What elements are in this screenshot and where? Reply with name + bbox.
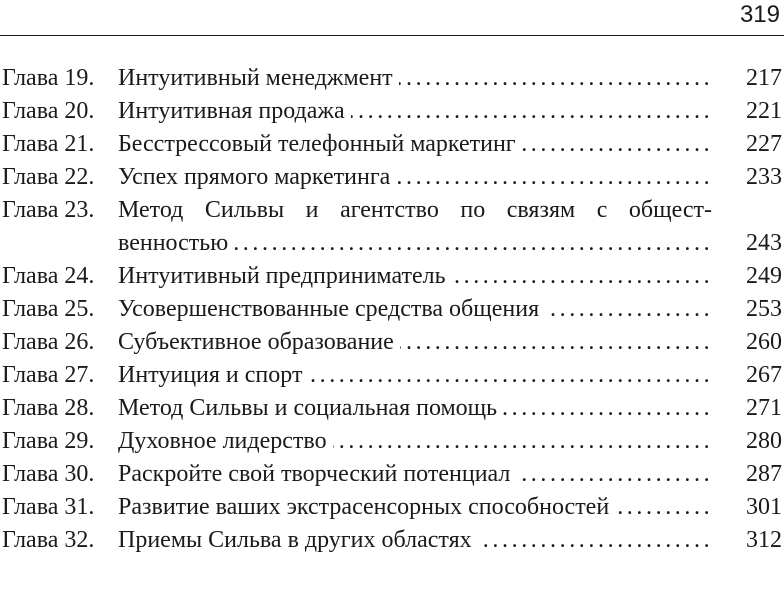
- chapter-number: Глава 31.: [2, 494, 95, 520]
- chapter-title: Раскройте свой творческий потенциал: [118, 461, 516, 487]
- chapter-title: Усовершенствованные средства общения: [118, 296, 545, 322]
- chapter-number: Глава 20.: [2, 98, 95, 124]
- page-reference: 267: [746, 362, 782, 388]
- toc-entry: [2, 326, 784, 359]
- page-reference: 271: [746, 395, 782, 421]
- chapter-number: Глава 28.: [2, 395, 95, 421]
- page-reference: 233: [746, 164, 782, 190]
- chapter-title: Бесстрессовый телефонный маркетинг: [118, 131, 522, 157]
- chapter-number: Глава 24.: [2, 263, 95, 289]
- chapter-number: Глава 27.: [2, 362, 95, 388]
- page-reference: 312: [746, 527, 782, 553]
- chapter-number: Глава 23.: [2, 197, 95, 223]
- chapter-number: Глава 32.: [2, 527, 95, 553]
- table-of-contents: [2, 62, 784, 557]
- page-reference: 301: [746, 494, 782, 520]
- chapter-number: Глава 30.: [2, 461, 95, 487]
- page-reference: 221: [746, 98, 782, 124]
- chapter-title: Интуитивный менеджмент: [118, 65, 399, 91]
- toc-entry: [2, 425, 784, 458]
- page-number: 319: [739, 1, 780, 28]
- chapter-title: Развитие ваших экстрасенсорных способностей: [118, 494, 615, 520]
- page-reference: 243: [746, 230, 782, 256]
- chapter-title: Успех прямого маркетинга: [118, 164, 396, 190]
- page-reference: 227: [746, 131, 782, 157]
- chapter-title: Метод Сильвы и социальная помощь: [118, 395, 503, 421]
- toc-entry: [2, 260, 784, 293]
- page-reference: 253: [746, 296, 782, 322]
- page-reference: 287: [746, 461, 782, 487]
- toc-entry: [2, 161, 784, 194]
- chapter-title: Интуитивная продажа: [118, 98, 351, 124]
- toc-entry: [2, 524, 784, 557]
- toc-entry: [2, 392, 784, 425]
- chapter-title-line-1: Метод Сильвы и агентство по связям с общест-: [118, 197, 712, 223]
- chapter-number: Глава 29.: [2, 428, 95, 454]
- page-reference: 280: [746, 428, 782, 454]
- chapter-title: Субъективное образование: [118, 329, 400, 355]
- toc-entry: [2, 458, 784, 491]
- page-reference: 249: [746, 263, 782, 289]
- toc-entry: [2, 95, 784, 128]
- toc-entry: [2, 359, 784, 392]
- header-rule: [0, 35, 784, 36]
- chapter-title: Интуитивный предприниматель: [118, 263, 452, 289]
- chapter-title: Приемы Сильва в других областях: [118, 527, 478, 553]
- toc-entry: [2, 128, 784, 161]
- page-reference: 260: [746, 329, 782, 355]
- toc-entry: [2, 62, 784, 95]
- toc-entry: [2, 194, 784, 260]
- chapter-number: Глава 21.: [2, 131, 95, 157]
- chapter-title: Духовное лидерство: [118, 428, 333, 454]
- toc-entry: [2, 293, 784, 326]
- chapter-number: Глава 25.: [2, 296, 95, 322]
- chapter-title: Интуиция и спорт: [118, 362, 308, 388]
- chapter-number: Глава 26.: [2, 329, 95, 355]
- page-reference: 217: [746, 65, 782, 91]
- toc-entry: [2, 491, 784, 524]
- chapter-number: Глава 19.: [2, 65, 95, 91]
- chapter-title-line-2: венностью: [118, 230, 234, 256]
- chapter-number: Глава 22.: [2, 164, 95, 190]
